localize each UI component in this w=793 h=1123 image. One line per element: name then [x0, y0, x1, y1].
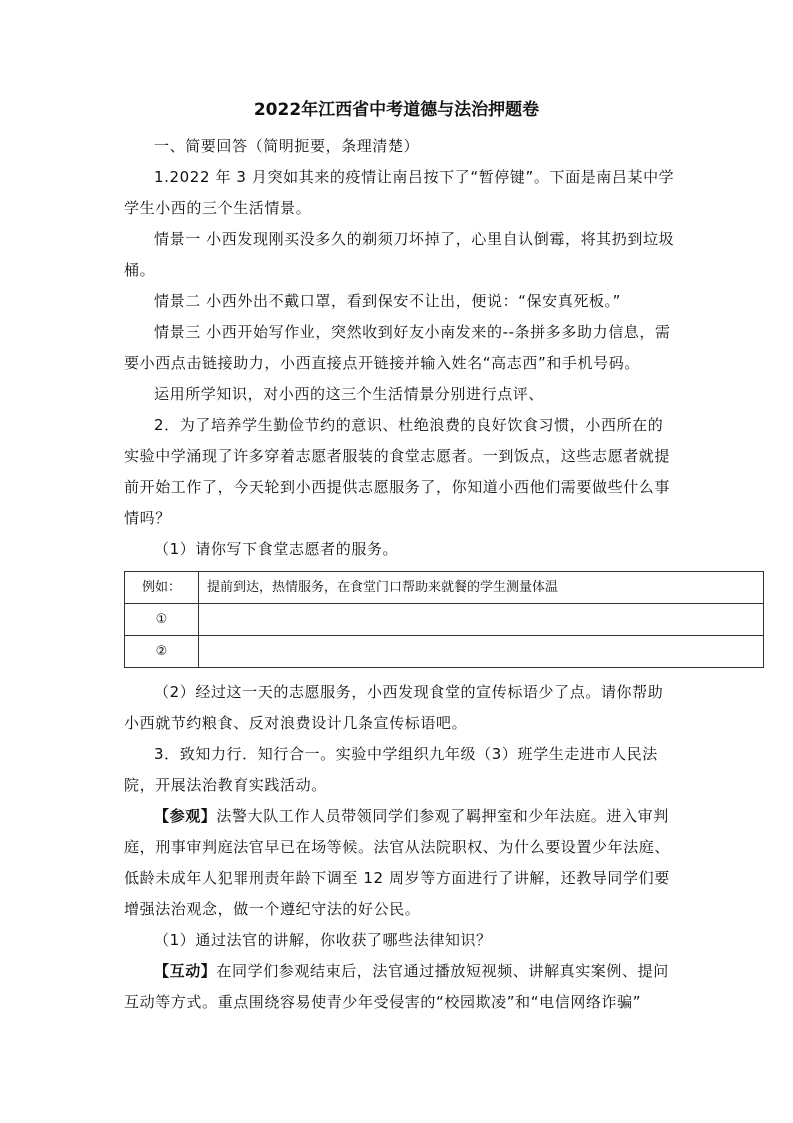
- answer-cell[interactable]: [199, 604, 764, 636]
- interact-tag: 【互动】: [154, 962, 217, 980]
- q3-interact-paragraph: [124, 956, 676, 1018]
- table-row-label: 例如：: [125, 572, 199, 604]
- interact-text: 在同学们参观结束后，法官通过播放短视频、讲解真实案例、提问互动等方式。重点围绕容易使青少年受侵害的“校园欺凌”和“电信网络诈骗”: [124, 962, 669, 1011]
- q2-sub-2: （2）经过这一天的志愿服务，小西发现食堂的宣传标语少了点。请你帮助小西就节约粮食、反对浪费设计几条宣传标语吧。: [124, 683, 664, 732]
- table-row-label: ②: [125, 636, 199, 668]
- q3-sub-1: （1）通过法官的讲解，你收获了哪些法律知识？: [154, 931, 492, 949]
- q3-intro: 3．致知力行．知行合一。实验中学组织九年级（3）班学生走进市人民法院，开展法治教育实践活动。: [124, 745, 658, 794]
- q3-visit-paragraph: [124, 801, 676, 925]
- table-row: [125, 636, 764, 668]
- visit-tag: 【参观】: [154, 807, 217, 825]
- q1-scene-2: 情景二 小西外出不戴口罩，看到保安不让出，便说：“保安真死板。”: [154, 292, 622, 310]
- volunteer-service-table: [124, 571, 764, 668]
- section-heading: 一、简要回答（简明扼要，条理清楚）: [154, 137, 420, 155]
- q2-intro: 2．为了培养学生勤俭节约的意识、杜绝浪费的良好饮食习惯，小西所在的实验中学涌现了许多穿着志愿者服装的食堂志愿者。一到饭点，这些志愿者就提前开始工作了，今天轮到小西提供志愿服务了，你知道小西他们需要做些什么事情吗？: [124, 416, 671, 527]
- document-title: 2022年江西省中考道德与法治押题卷: [253, 100, 540, 120]
- visit-text: 法警大队工作人员带领同学们参观了羁押室和少年法庭。进入审判庭，刑事审判庭法官早已在场等候。法官从法院职权、为什么要设置少年法庭、低龄未成年人犯罪刑责年龄下调至 12 周岁等方面进行了讲解，还教导同学们要增强法治观念，做一个遵纪守法的好公民。: [124, 807, 671, 918]
- table-row-content: 提前到达，热情服务，在食堂门口帮助来就餐的学生测量体温: [199, 572, 764, 604]
- table-row: [125, 604, 764, 636]
- q1-intro: 1.2022 年 3 月突如其来的疫情让南吕按下了“暂停键”。下面是南吕某中学学生小西的三个生活情景。: [124, 168, 675, 217]
- table-row: [125, 572, 764, 604]
- document-body: [124, 131, 676, 1018]
- q1-task: 运用所学知识，对小西的这三个生活情景分别进行点评、: [154, 385, 545, 403]
- q2-sub-1: （1）请你写下食堂志愿者的服务。: [154, 540, 399, 558]
- table-row-label: ①: [125, 604, 199, 636]
- q1-scene-3: 情景三 小西开始写作业，突然收到好友小南发来的--条拼多多助力信息，需要小西点击链接助力，小西直接点开链接并输入姓名“高志西”和手机号码。: [124, 323, 671, 372]
- answer-cell[interactable]: [199, 636, 764, 668]
- q1-scene-1: 情景一 小西发现刚买没多久的剃须刀坏掉了，心里自认倒霉，将其扔到垃圾桶。: [124, 230, 675, 279]
